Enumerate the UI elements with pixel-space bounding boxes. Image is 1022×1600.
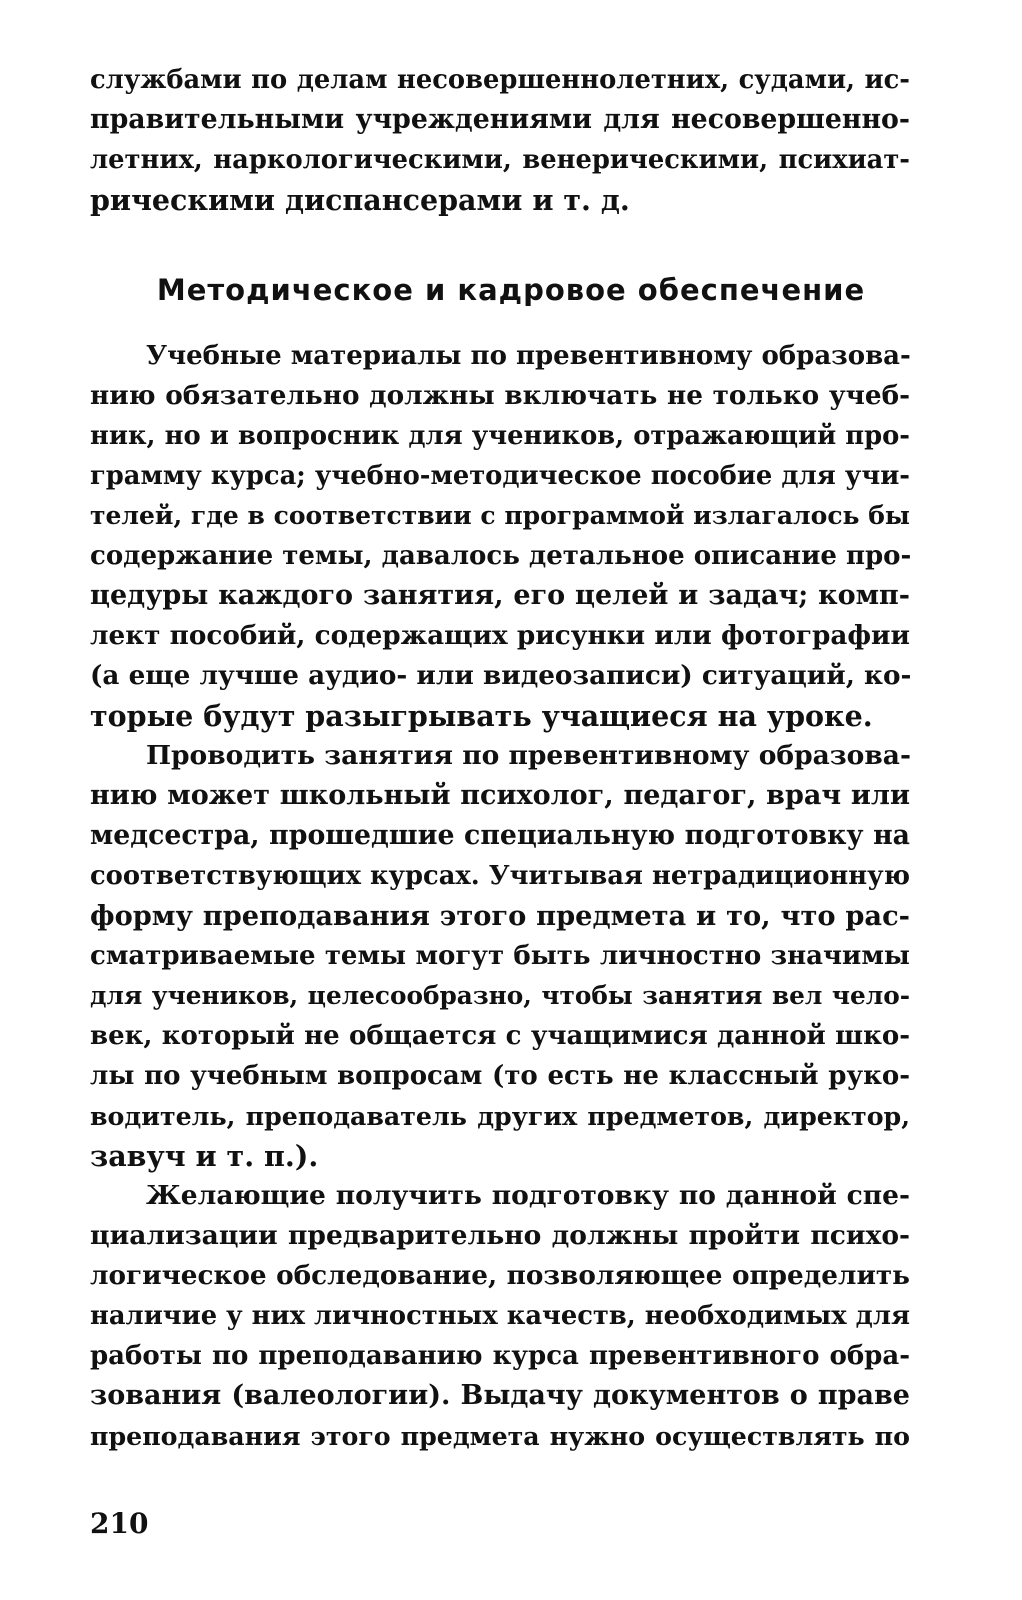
text-line: нию может школьный психолог, педагог, врач или — [90, 780, 910, 811]
page-number: 210 — [90, 1507, 149, 1540]
section-heading: Методическое и кадровое обеспечение — [156, 273, 866, 307]
text-line: зования (валеологии). Выдачу документов о праве — [90, 1380, 910, 1411]
text-line: наличие у них личностных качеств, необходимых для — [90, 1301, 910, 1331]
text-line: лект пособий, содержащих рисунки или фотографии — [90, 620, 910, 651]
text-line: содержание темы, давалось детальное описание про- — [90, 541, 912, 571]
text-line: летних, наркологическими, венерическими, психиат- — [90, 145, 910, 175]
text-line: Желающие получить подготовку по данной спе- — [146, 1180, 910, 1211]
text-line: сматриваемые темы могут быть личностно значимы — [90, 941, 910, 971]
text-line: век, который не общается с учащимися данной шко- — [90, 1021, 910, 1051]
text-line: цедуры каждого занятия, его целей и задач; комп- — [90, 580, 910, 611]
text-line: циализации предварительно должны пройти психо- — [90, 1220, 910, 1251]
text-line: Учебные материалы по превентивному образова- — [146, 341, 911, 371]
text-line: (а еще лучше аудио- или видеозаписи) ситуаций, ко- — [90, 660, 912, 691]
text-line: Проводить занятия по превентивному образова- — [146, 740, 911, 771]
text-line: работы по преподаванию курса превентивного обра- — [90, 1341, 910, 1371]
text-line: телей, где в соответствии с программой излагалось бы — [90, 501, 910, 530]
text-line: водитель, преподаватель других предметов, директор, — [90, 1101, 910, 1131]
text-line: форму преподавания этого предмета и то, что рас- — [90, 900, 910, 932]
text-line: грамму курса; учебно-методическое пособие для учи- — [90, 461, 910, 491]
text-line: лы по учебным вопросам (то есть не классный руко- — [90, 1061, 910, 1091]
text-line: завуч и т. п.). — [90, 1139, 319, 1173]
text-line: ник, но и вопросник для учеников, отражающий про- — [90, 421, 910, 451]
text-line: преподавания этого предмета нужно осуществлять по — [90, 1421, 910, 1451]
text-line: соответствующих курсах. Учитывая нетрадиционную — [90, 861, 910, 891]
text-line: правительными учреждениями для несовершенно- — [90, 104, 910, 135]
text-line: логическое обследование, позволяющее определить — [90, 1260, 910, 1291]
text-line: рическими диспансерами и т. д. — [90, 183, 630, 217]
text-line: нию обязательно должны включать не только учеб- — [90, 380, 910, 411]
text-line: торые будут разыгрывать учащиеся на уроке. — [90, 699, 873, 733]
text-line: для учеников, целесообразно, чтобы занятия вел чело- — [90, 981, 910, 1010]
text-line: службами по делам несовершеннолетних, судами, ис- — [90, 65, 910, 95]
text-line: медсестра, прошедшие специальную подготовку на — [90, 820, 910, 851]
